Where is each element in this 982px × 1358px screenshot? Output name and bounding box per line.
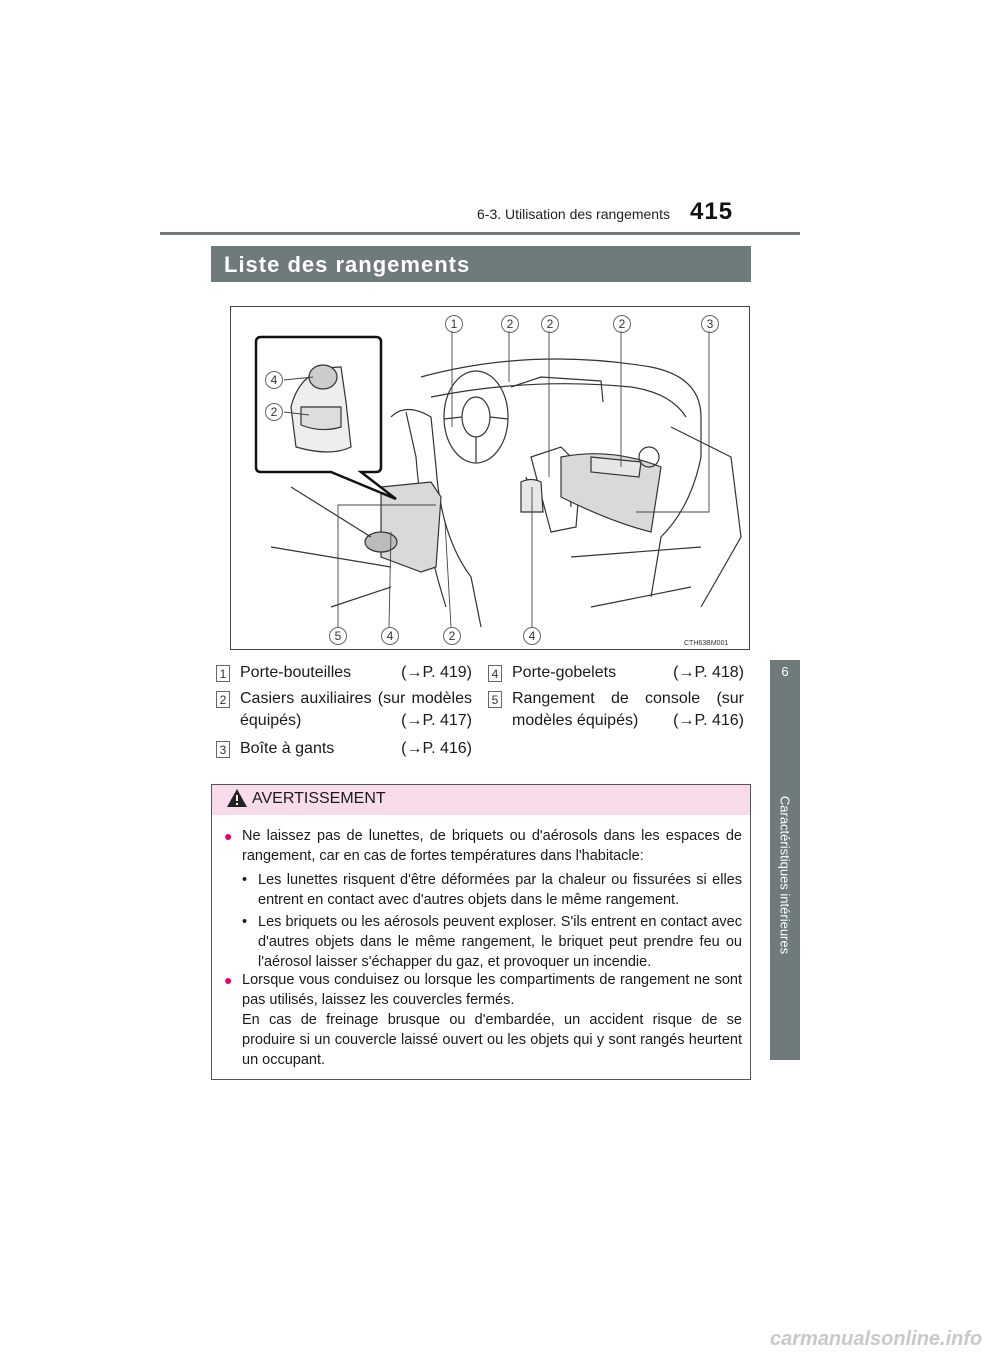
callout-5: 5: [329, 627, 347, 645]
sub-bullet-icon: •: [242, 914, 248, 930]
warning-text: Les briquets ou les aérosols peuvent exploser. S'ils entrent en contact avec d'autres objets dans le même rangement, le briquet peut prendre feu ou l'aérosol laisser s'échapper du gaz, et provoquer un incendie.: [258, 914, 742, 970]
warning-triangle-icon: [226, 788, 248, 808]
legend-text: Boîte à gants: [240, 740, 335, 757]
legend-text: Porte-gobelets: [512, 664, 617, 681]
chapter-label: Caractéristiques intérieures: [777, 795, 793, 955]
chapter-label-wrap: [770, 700, 800, 1050]
header-section-title: 6-3. Utilisation des rangements: [477, 206, 670, 222]
sub-bullet-icon: •: [242, 872, 248, 888]
legend-page-ref: (→P. 418): [673, 664, 744, 681]
page-number: 415: [690, 198, 734, 225]
chapter-number: 6: [781, 664, 789, 679]
legend-item-5: [488, 688, 744, 734]
legend-text: Casiers auxiliaires (sur modèles équipés): [240, 690, 472, 729]
callout-1: 1: [445, 315, 463, 333]
warning-paragraph-1: [224, 826, 742, 866]
car-interior-drawing: [231, 307, 749, 649]
legend-page-ref: (→P. 416): [401, 740, 472, 757]
header-rule: [160, 232, 800, 235]
legend-number: 4: [488, 665, 502, 682]
bullet-icon: ●: [224, 828, 233, 844]
legend-item-3: [216, 738, 472, 760]
warning-sub-2: [242, 912, 742, 972]
callout-2: 2: [541, 315, 559, 333]
legend-item-2: [216, 688, 472, 734]
callout-4: 4: [265, 371, 283, 389]
legend-page-ref: (→P. 416): [673, 712, 744, 729]
warning-title: AVERTISSEMENT: [252, 790, 386, 807]
warning-text: En cas de freinage brusque ou d'embardée, un accident risque de se produire si un couvercle laissé ouvert ou les objets qui y sont rangés heurtent un occupant.: [242, 1012, 742, 1068]
legend-page-ref: (→P. 419): [401, 664, 472, 681]
section-title: Liste des rangements: [224, 252, 471, 277]
warning-sub-1: [242, 870, 742, 910]
callout-2: 2: [613, 315, 631, 333]
callout-4: 4: [523, 627, 541, 645]
legend-number: 3: [216, 741, 230, 758]
footer-watermark: carmanualsonline.info: [770, 1328, 982, 1350]
legend-item-1: [216, 662, 472, 684]
legend-number: 5: [488, 691, 502, 708]
legend-page-ref: (→P. 417): [401, 712, 472, 729]
warning-text: Les lunettes risquent d'être déformées par la chaleur ou fissurées si elles entrent en contact avec d'autres objets dans le même rangement.: [258, 872, 742, 908]
figure-code: CTH63BM001: [684, 640, 729, 647]
legend-text: Porte-bouteilles: [240, 664, 352, 681]
callout-2: 2: [265, 403, 283, 421]
callout-2: 2: [443, 627, 461, 645]
storage-illustration: [230, 306, 750, 650]
warning-text: Ne laissez pas de lunettes, de briquets ou d'aérosols dans les espaces de rangement, car en cas de fortes températures dans l'habitacle:: [242, 828, 742, 864]
callout-3: 3: [701, 315, 719, 333]
warning-text: Lorsque vous conduisez ou lorsque les compartiments de rangement ne sont pas utilisés, laissez les couvercles fermés.: [242, 972, 742, 1008]
legend-item-4: [488, 662, 744, 684]
legend-text: Rangement de console (sur modèles équipés): [512, 690, 744, 729]
bullet-icon: ●: [224, 972, 233, 988]
legend-number: 2: [216, 691, 230, 708]
callout-2: 2: [501, 315, 519, 333]
legend-number: 1: [216, 665, 230, 682]
warning-paragraph-2: [224, 970, 742, 1070]
callout-4: 4: [381, 627, 399, 645]
